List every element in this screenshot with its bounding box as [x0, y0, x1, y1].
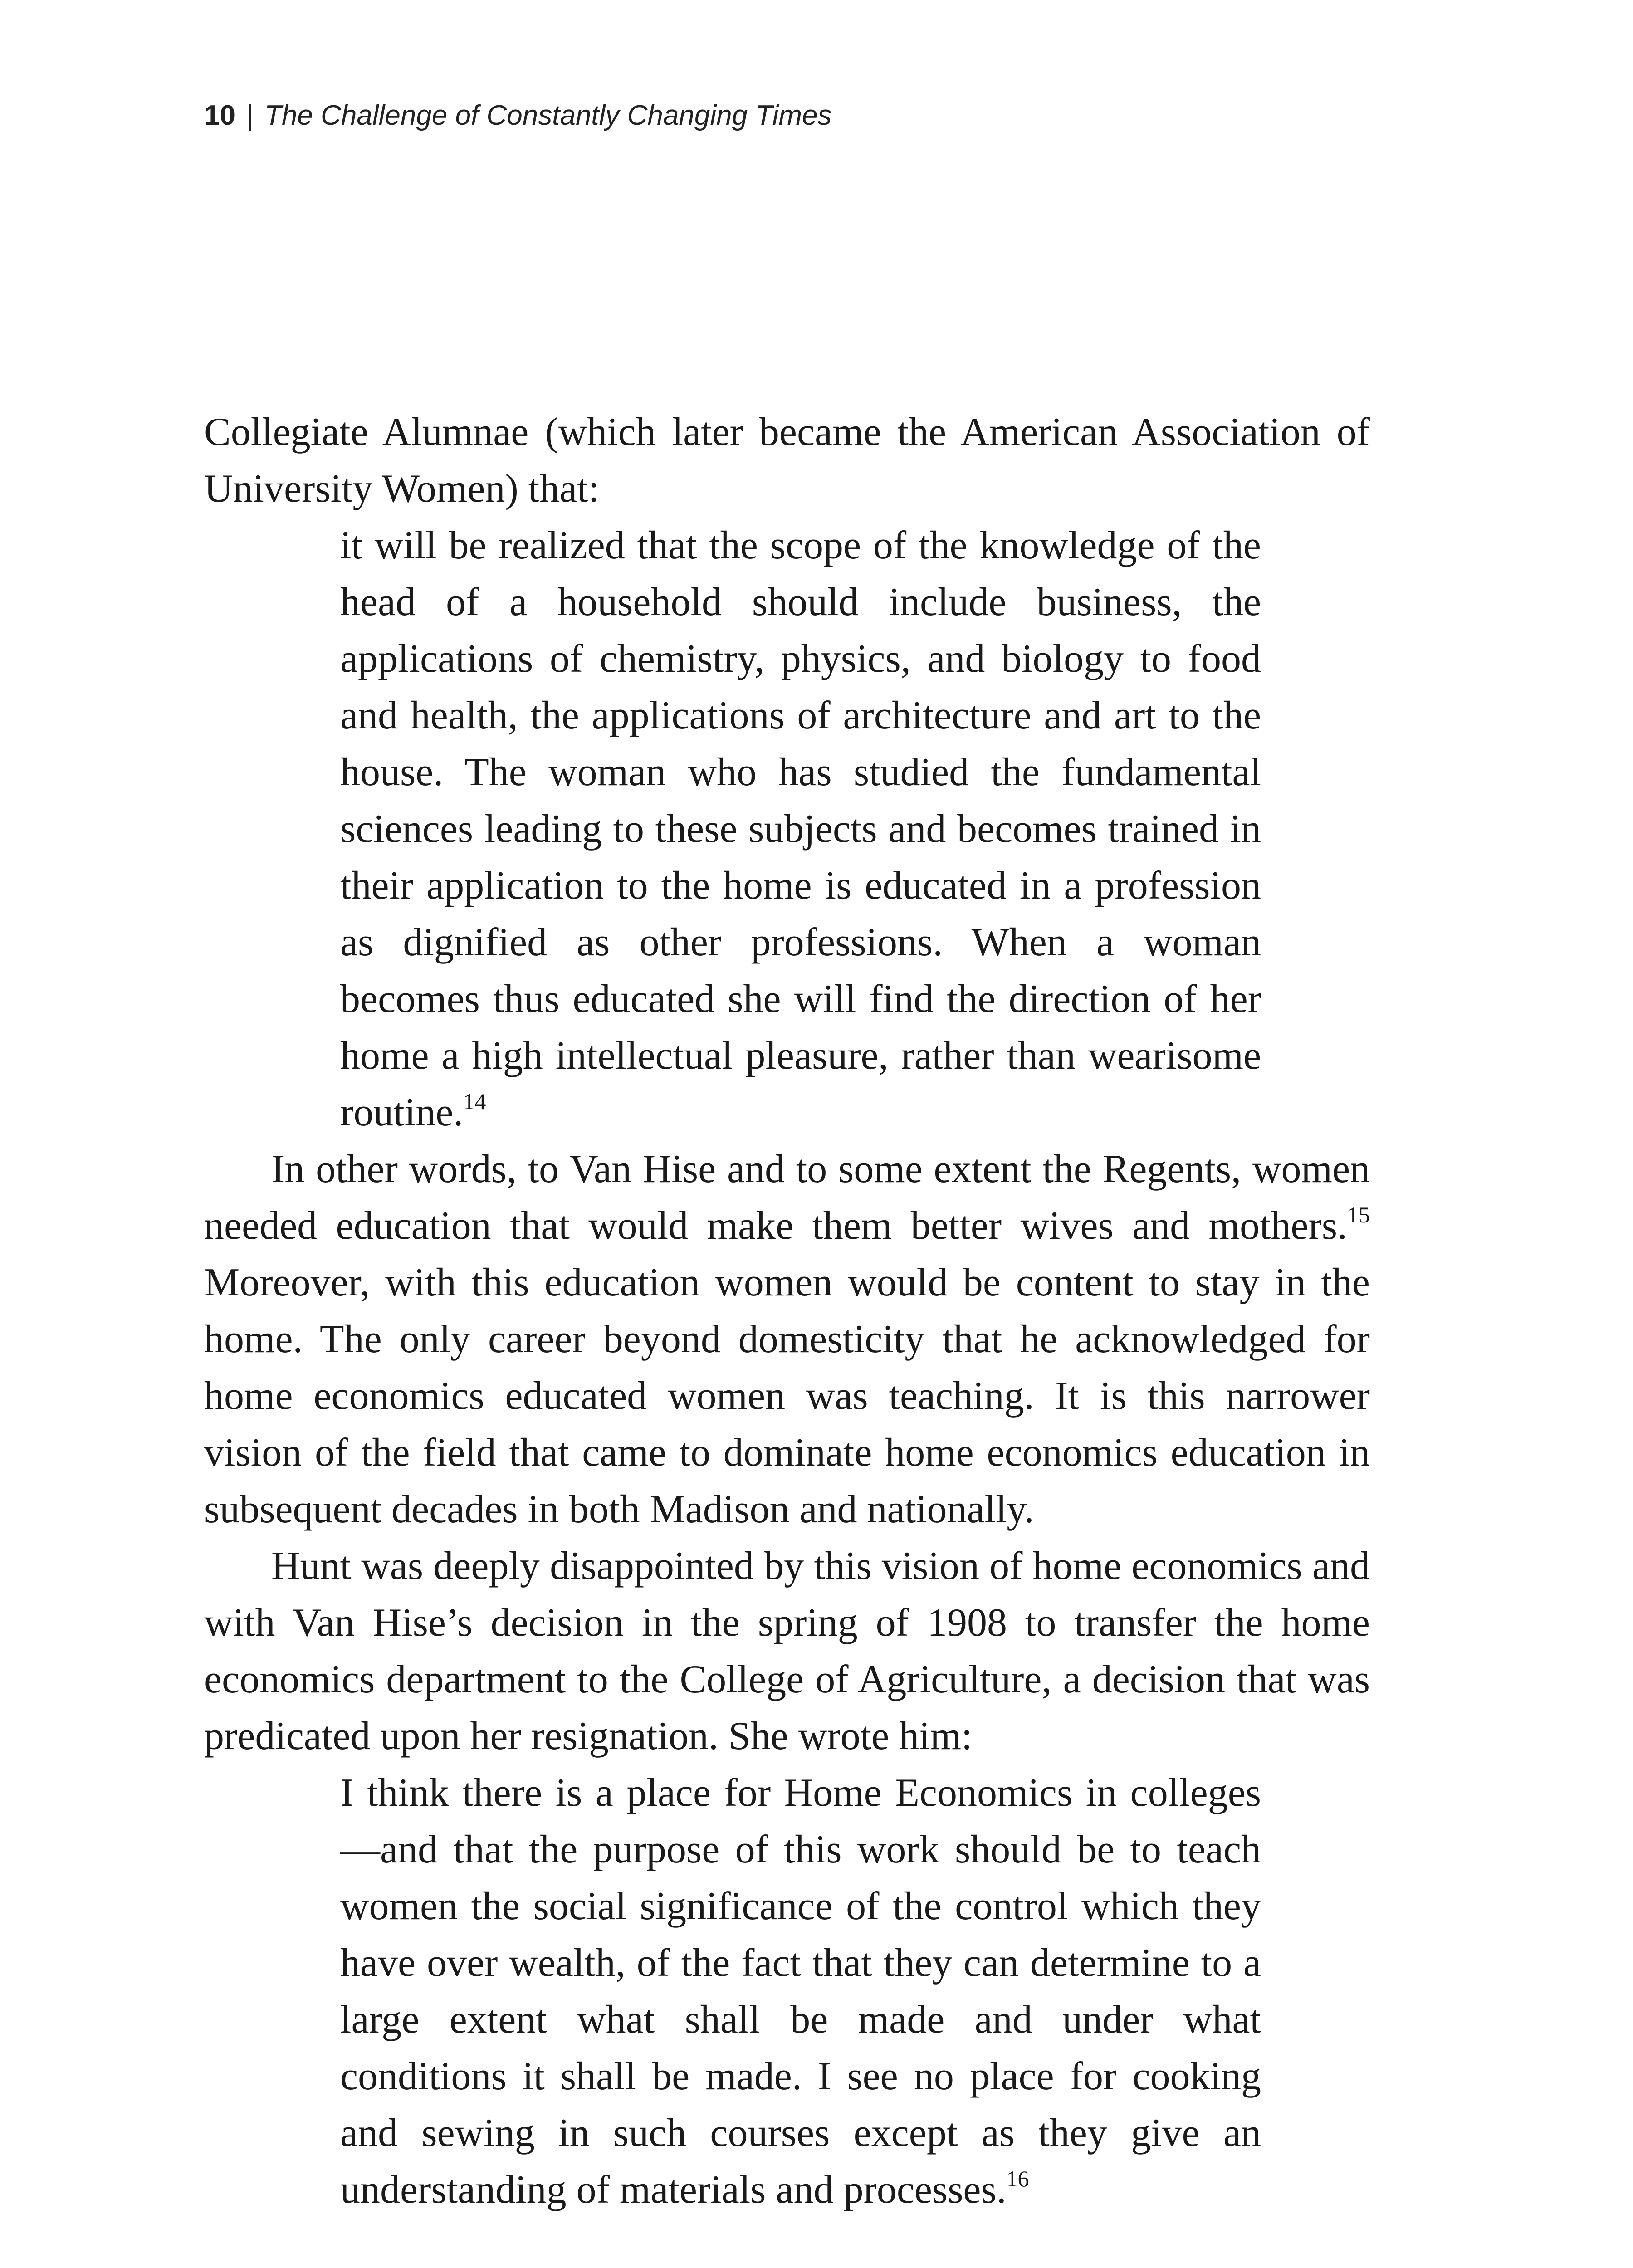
- paragraph-continued: Collegiate Alumnae (which later became the American Association of University Women) that:: [204, 410, 1370, 511]
- running-head-separator: |: [246, 100, 254, 131]
- paragraph-van-hise-text-1: In other words, to Van Hise and to some extent the Regents, women needed education that would make them better wives and mothers.: [204, 1147, 1370, 1248]
- running-head: [204, 98, 832, 134]
- running-head-title: The Challenge of Constantly Changing Times: [264, 100, 832, 131]
- paragraph-van-hise: [204, 1141, 1370, 1538]
- footnote-ref-16: 16: [1006, 2165, 1029, 2191]
- paragraph-hunt: Hunt was deeply disappointed by this vision of home economics and with Van Hise’s decision in the spring of 1908 to transfer the home economics department to the College of Agriculture, a decision that was predicated upon her resignation. She wrote him:: [204, 1544, 1370, 1758]
- page-number: 10: [204, 100, 235, 131]
- body-text: [204, 404, 1370, 2218]
- block-quote-2-text: I think there is a place for Home Economics in colleges—and that the purpose of this work should be to teach women the social significance of the control which they have over wealth, of the fact that they can determine to a large extent what shall be made and under what conditions it shall be made. I see no place for cooking and sewing in such courses except as they give an understanding of materials and processes.: [340, 1771, 1261, 2212]
- block-quote-1: [340, 517, 1261, 1141]
- paragraph-van-hise-text-2: Moreover, with this education women would be content to stay in the home. The only career beyond domesticity that he acknowledged for home economics educated women was teaching. It is this narrower vision of the field that came to dominate home economics education in subsequent decades in both Madison and nationally.: [204, 1261, 1370, 1531]
- block-quote-1-text: it will be realized that the scope of the knowledge of the head of a household should include business, the applications of chemistry, physics, and biology to food and health, the applications of architecture and art to the house. The woman who has studied the fundamental sciences leading to these subjects and becomes trained in their application to the home is educated in a profession as dignified as other professions. When a woman becomes thus educated she will find the direction of her home a high intellectual pleasure, rather than wearisome routine.: [340, 523, 1261, 1134]
- footnote-ref-15: 15: [1347, 1202, 1370, 1227]
- footnote-ref-14: 14: [463, 1088, 486, 1114]
- block-quote-2: [340, 1765, 1261, 2218]
